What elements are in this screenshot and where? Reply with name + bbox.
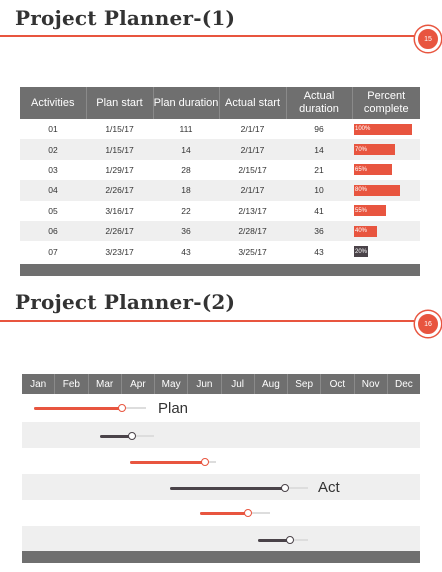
table-header-row	[20, 87, 420, 119]
gantt-handle[interactable]	[281, 484, 289, 492]
gantt-row-band	[22, 422, 420, 448]
slide1-title-rule	[0, 35, 414, 37]
cell-plan-start: 3/23/17	[105, 246, 134, 257]
cell-plan-duration: 111	[179, 124, 193, 135]
cell-plan-duration: 14	[153, 139, 219, 159]
gantt-handle[interactable]	[128, 432, 136, 440]
cell-plan-start: 1/15/17	[105, 124, 134, 135]
slide2-title: Project Planner-(2)	[15, 290, 236, 314]
cell-plan-start: 2/26/17	[86, 180, 153, 200]
percent-complete-bar: 55%	[354, 205, 386, 216]
gantt-month-may: May	[155, 374, 188, 394]
cell-percent-complete	[352, 201, 420, 221]
cell-activity: 05	[48, 205, 58, 216]
cell-plan-start: 1/29/17	[105, 164, 134, 175]
cell-plan-start: 1/15/17	[86, 139, 153, 159]
cell-activity: 01	[48, 124, 58, 135]
gantt-month-mar: Mar	[89, 374, 122, 394]
gantt-month-dec: Dec	[394, 378, 413, 390]
col-header-plan-start: Plan start	[86, 87, 153, 119]
cell-percent-complete	[352, 119, 420, 139]
cell-actual-duration: 41	[314, 205, 324, 216]
cell-percent-complete	[352, 180, 420, 200]
percent-complete-bar: 20%	[354, 246, 368, 257]
cell-actual-duration: 36	[286, 221, 352, 241]
gantt-task-bar	[34, 407, 122, 410]
table-row	[20, 119, 420, 139]
gantt-handle[interactable]	[244, 509, 252, 517]
cell-activity: 02	[20, 139, 86, 159]
table-footer-bar	[20, 264, 420, 276]
legend-plan-label: Plan	[158, 400, 189, 417]
cell-actual-start: 2/13/17	[238, 205, 267, 216]
gantt-handle[interactable]	[201, 458, 209, 466]
cell-percent-complete	[352, 241, 420, 261]
cell-plan-start: 3/16/17	[105, 205, 134, 216]
table-row	[20, 180, 420, 200]
cell-actual-start: 2/15/17	[238, 164, 267, 175]
percent-complete-bar: 100%	[354, 124, 412, 135]
gantt-row-band	[22, 526, 420, 551]
legend-actual-label: Act	[318, 479, 340, 496]
table-row	[20, 201, 420, 221]
cell-actual-duration: 96	[314, 124, 324, 135]
cell-actual-duration: 43	[314, 246, 324, 257]
gantt-month-jun: Jun	[188, 374, 221, 394]
cell-actual-duration: 21	[314, 164, 324, 175]
col-header-plan-duration: Plan duration	[153, 87, 219, 119]
gantt-month-jul: Jul	[222, 374, 255, 394]
table-row	[20, 139, 420, 159]
gantt-task-bar	[200, 512, 248, 515]
cell-actual-start: 3/25/17	[238, 246, 267, 257]
col-header-actual-start: Actual start	[219, 87, 286, 119]
percent-complete-bar: 65%	[354, 164, 392, 175]
cell-actual-start: 2/1/17	[240, 124, 265, 135]
cell-actual-duration: 14	[286, 139, 352, 159]
cell-plan-duration: 28	[181, 164, 191, 175]
gantt-month-feb: Feb	[55, 374, 88, 394]
cell-plan-duration: 43	[181, 246, 191, 257]
cell-activity: 03	[48, 164, 58, 175]
slide1-title: Project Planner-(1)	[15, 6, 236, 30]
cell-activity: 06	[20, 221, 86, 241]
gantt-month-oct: Oct	[321, 374, 354, 394]
col-header-actual-duration: Actual duration	[286, 87, 352, 119]
percent-complete-bar: 80%	[354, 185, 400, 196]
col-header-activities: Activities	[20, 87, 86, 119]
cell-plan-duration: 18	[153, 180, 219, 200]
table-row	[20, 221, 420, 241]
gantt-month-apr: Apr	[122, 374, 155, 394]
percent-complete-bar: 70%	[354, 144, 395, 155]
table-row	[20, 241, 420, 261]
percent-complete-bar: 40%	[354, 226, 377, 237]
gantt-month-header	[22, 374, 420, 394]
project-plan-table	[20, 87, 420, 262]
cell-percent-complete	[352, 160, 420, 180]
gantt-month-aug: Aug	[255, 374, 288, 394]
table-row	[20, 160, 420, 180]
cell-plan-duration: 36	[153, 221, 219, 241]
col-header-percent-complete: Percent complete	[352, 87, 420, 119]
cell-percent-complete	[352, 139, 420, 159]
cell-percent-complete	[352, 221, 420, 241]
cell-actual-start: 2/1/17	[219, 180, 286, 200]
gantt-month-nov: Nov	[355, 374, 388, 394]
cell-actual-start: 2/28/17	[219, 221, 286, 241]
slide2-title-rule	[0, 320, 414, 322]
cell-activity: 07	[48, 246, 58, 257]
gantt-handle[interactable]	[286, 536, 294, 544]
cell-plan-start: 2/26/17	[86, 221, 153, 241]
gantt-handle[interactable]	[118, 404, 126, 412]
gantt-task-bar	[130, 461, 205, 464]
cell-actual-start: 2/1/17	[219, 139, 286, 159]
gantt-task-bar	[170, 487, 285, 490]
cell-activity: 04	[20, 180, 86, 200]
gantt-month-jan: Jan	[22, 374, 55, 394]
slide1-page-badge: 15	[415, 26, 441, 52]
cell-actual-duration: 10	[286, 180, 352, 200]
slide2-page-badge: 16	[415, 311, 441, 337]
gantt-month-sep: Sep	[288, 374, 321, 394]
cell-plan-duration: 22	[181, 205, 191, 216]
gantt-footer-bar	[22, 551, 420, 563]
